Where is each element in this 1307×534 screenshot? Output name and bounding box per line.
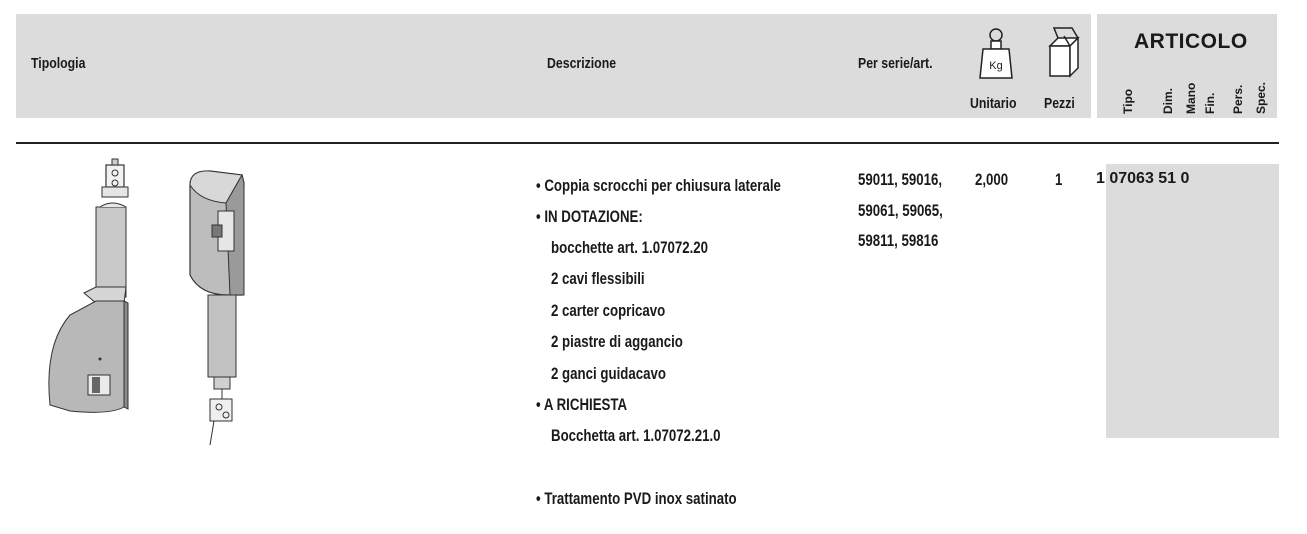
desc-note: • Trattamento PVD inox satinato	[536, 489, 737, 508]
col-tipo: Tipo	[1121, 88, 1135, 114]
header-per-serie: Per serie/art.	[858, 55, 933, 72]
header-tipologia: Tipologia	[31, 55, 86, 72]
col-pers: Pers.	[1231, 84, 1245, 114]
desc-line-5: 2 carter copricavo	[551, 301, 666, 320]
series-line-3: 59811, 59816	[858, 231, 939, 250]
col-fin: Fin.	[1203, 92, 1217, 114]
header-divider	[16, 142, 1279, 144]
header-pezzi: Pezzi	[1044, 95, 1075, 112]
series-line-1: 59011, 59016,	[858, 170, 943, 189]
header-articolo: ARTICOLO	[1134, 30, 1248, 53]
desc-line-2: • IN DOTAZIONE:	[536, 207, 643, 226]
articolo-column	[1106, 164, 1279, 438]
desc-line-9: Bocchetta art. 1.07072.21.0	[551, 426, 721, 445]
svg-text:Kg: Kg	[989, 60, 1003, 72]
weight-kg-icon	[976, 26, 1016, 82]
articolo-code: 1 07063 51 0	[1096, 170, 1190, 187]
col-dim: Dim.	[1161, 87, 1175, 114]
desc-line-7: 2 ganci guidacavo	[551, 364, 666, 383]
series-line-2: 59061, 59065,	[858, 201, 943, 220]
header-descrizione: Descrizione	[547, 55, 617, 72]
pezzi-value: 1	[1055, 170, 1063, 189]
desc-line-8: • A RICHIESTA	[536, 395, 628, 414]
desc-line-1: • Coppia scrocchi per chiusura laterale	[536, 176, 781, 195]
col-spec: Spec.	[1254, 81, 1268, 114]
desc-line-4: 2 cavi flessibili	[551, 269, 645, 288]
lateral-latch-pair-illustration	[40, 155, 260, 455]
unitario-value: 2,000	[975, 170, 1009, 189]
col-mano: Mano	[1184, 82, 1198, 114]
desc-line-3: bocchette art. 1.07072.20	[551, 238, 708, 257]
desc-line-6: 2 piastre di aggancio	[551, 332, 683, 351]
box-package-icon	[1044, 24, 1084, 82]
header-unitario: Unitario	[970, 95, 1017, 112]
